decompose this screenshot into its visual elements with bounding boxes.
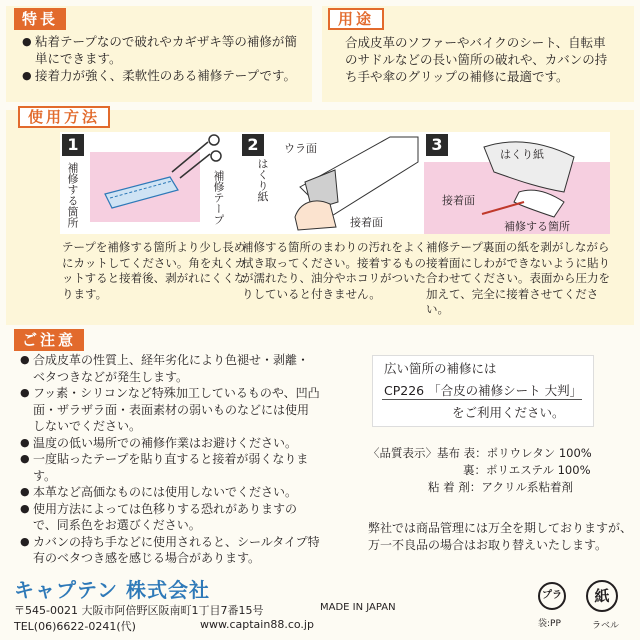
- features-list: [22, 33, 302, 84]
- quality-row-3: [368, 479, 628, 496]
- step-2-illustration: [240, 132, 426, 234]
- quality-key-3: 粘 着 剤：: [428, 480, 482, 494]
- notice-text: 弊社では商品管理には万全を期しておりますが、万一不良品の場合はお取り替えいたします。: [368, 521, 633, 552]
- recommend-product-code: CP226: [384, 383, 425, 398]
- step-1-text: テープを補修する箇所より少し長めにカットしてください。角を丸くカットすると接着後、剥がれにくくなります。: [62, 240, 246, 301]
- uses-title: 用途: [328, 8, 384, 30]
- recommend-product-name: 「合皮の補修シート 大判」: [428, 383, 583, 398]
- step-3-label-paper: はくり紙: [500, 148, 544, 161]
- quality-row-2: [368, 462, 628, 479]
- howto-title: 使用方法: [18, 106, 110, 128]
- quality-value-1: ポリウレタン 100%: [486, 446, 592, 460]
- pla-recycle-icon: [538, 582, 566, 610]
- step-1-illustration: [60, 132, 246, 234]
- recommend-line1: 広い箇所の補修には: [384, 361, 497, 376]
- features-item-1: ● 粘着テープなので破れやカギザキ等の補修が簡単にできます。: [22, 33, 302, 67]
- uses-text: 合成皮革のソファーやバイクのシート、自転車のサドルなどの長い箇所の破れや、カバンの持ち手や傘のグリップの補修に最適です。: [345, 35, 608, 84]
- caution-title: ご注意: [14, 329, 84, 351]
- quality-heading: 〈品質表示〉: [368, 446, 437, 460]
- paper-recycle-mark: 紙: [594, 587, 610, 605]
- caution-item-5: ● 本革など高価なものには使用しないでください。: [20, 484, 320, 501]
- quality-key-2: 裏：: [463, 463, 486, 477]
- made-in-label: MADE IN JAPAN: [320, 602, 396, 613]
- company-logo: キャプテン 株式会社: [14, 578, 210, 602]
- step-1-number: 1: [62, 134, 84, 156]
- step-2-label-paper: はくり紙: [256, 158, 269, 202]
- caution-item-1: ● 合成皮革の性質上、経年劣化により色褪せ・剥離・ベタつきなどが発生します。: [20, 352, 320, 385]
- caution-item-6: ● 使用方法によっては色移りする恐れがありますので、同系色をお選びください。: [20, 501, 320, 534]
- quality-value-3: アクリル系粘着剤: [481, 480, 573, 494]
- company-url[interactable]: www.captain88.co.jp: [200, 618, 314, 631]
- features-item-2: ● 接着力が強く、柔軟性のある補修テープです。: [22, 67, 302, 84]
- step-2-label-adhesive: 接着面: [350, 216, 383, 229]
- step-2-text: 補修する箇所のまわりの汚れをよく拭き取ってください。接着するものが濡れたり、油分やホコリがついたりしていると付きません。: [242, 240, 426, 301]
- paper-caption: ラベル: [592, 621, 620, 631]
- step-3-text: 補修テープ裏面の紙を剥がしながら接着面にしわができないように貼り合わせてください。表面から圧力を加えて、完全に接着させてください。: [426, 240, 610, 316]
- step-1-label-tape: 補修テープ: [212, 170, 225, 225]
- caution-item-3: ● 温度の低い場所での補修作業はお避けください。: [20, 435, 320, 452]
- quality-key-1: 基布 表：: [437, 446, 487, 460]
- step-2-number: 2: [242, 134, 264, 156]
- quality-value-2: ポリエステル 100%: [486, 463, 591, 477]
- step-3-illustration: [424, 132, 610, 234]
- company-address: 〒545-0021 大阪市阿倍野区阪南町1丁目7番15号: [14, 604, 264, 617]
- pla-recycle-mark: プラ: [542, 590, 562, 601]
- features-title: 特長: [14, 8, 66, 30]
- quality-block: [368, 445, 628, 496]
- quality-row-1: [368, 445, 628, 462]
- caution-item-4: ● 一度貼ったテープを貼り直すると接着が弱くなります。: [20, 451, 320, 484]
- recommend-product: [384, 382, 582, 399]
- caution-list: [20, 352, 320, 567]
- pla-caption: 袋:PP: [538, 619, 561, 629]
- step-3-label-area: 補修する箇所: [504, 220, 570, 233]
- step-2-label-back: ウラ面: [284, 142, 317, 155]
- company-tel: TEL(06)6622-0241(代): [14, 620, 136, 633]
- caution-item-7: ● カバンの持ち手などに使用されると、シールタイプ特有のベタつき感を感じる場合があります。: [20, 534, 320, 567]
- paper-recycle-icon: [586, 580, 618, 612]
- step-3-label-adhesive: 接着面: [442, 194, 475, 207]
- step-1-label-area: 補修する箇所: [66, 162, 79, 228]
- recommend-underline: [382, 399, 582, 400]
- step-3-number: 3: [426, 134, 448, 156]
- recommend-line3: をご利用ください。: [452, 405, 565, 420]
- caution-item-2: ● フッ素・シリコンなど特殊加工しているものや、凹凸面・ザラザラ面・表面素材の弱いものなどには使用しないでください。: [20, 385, 320, 435]
